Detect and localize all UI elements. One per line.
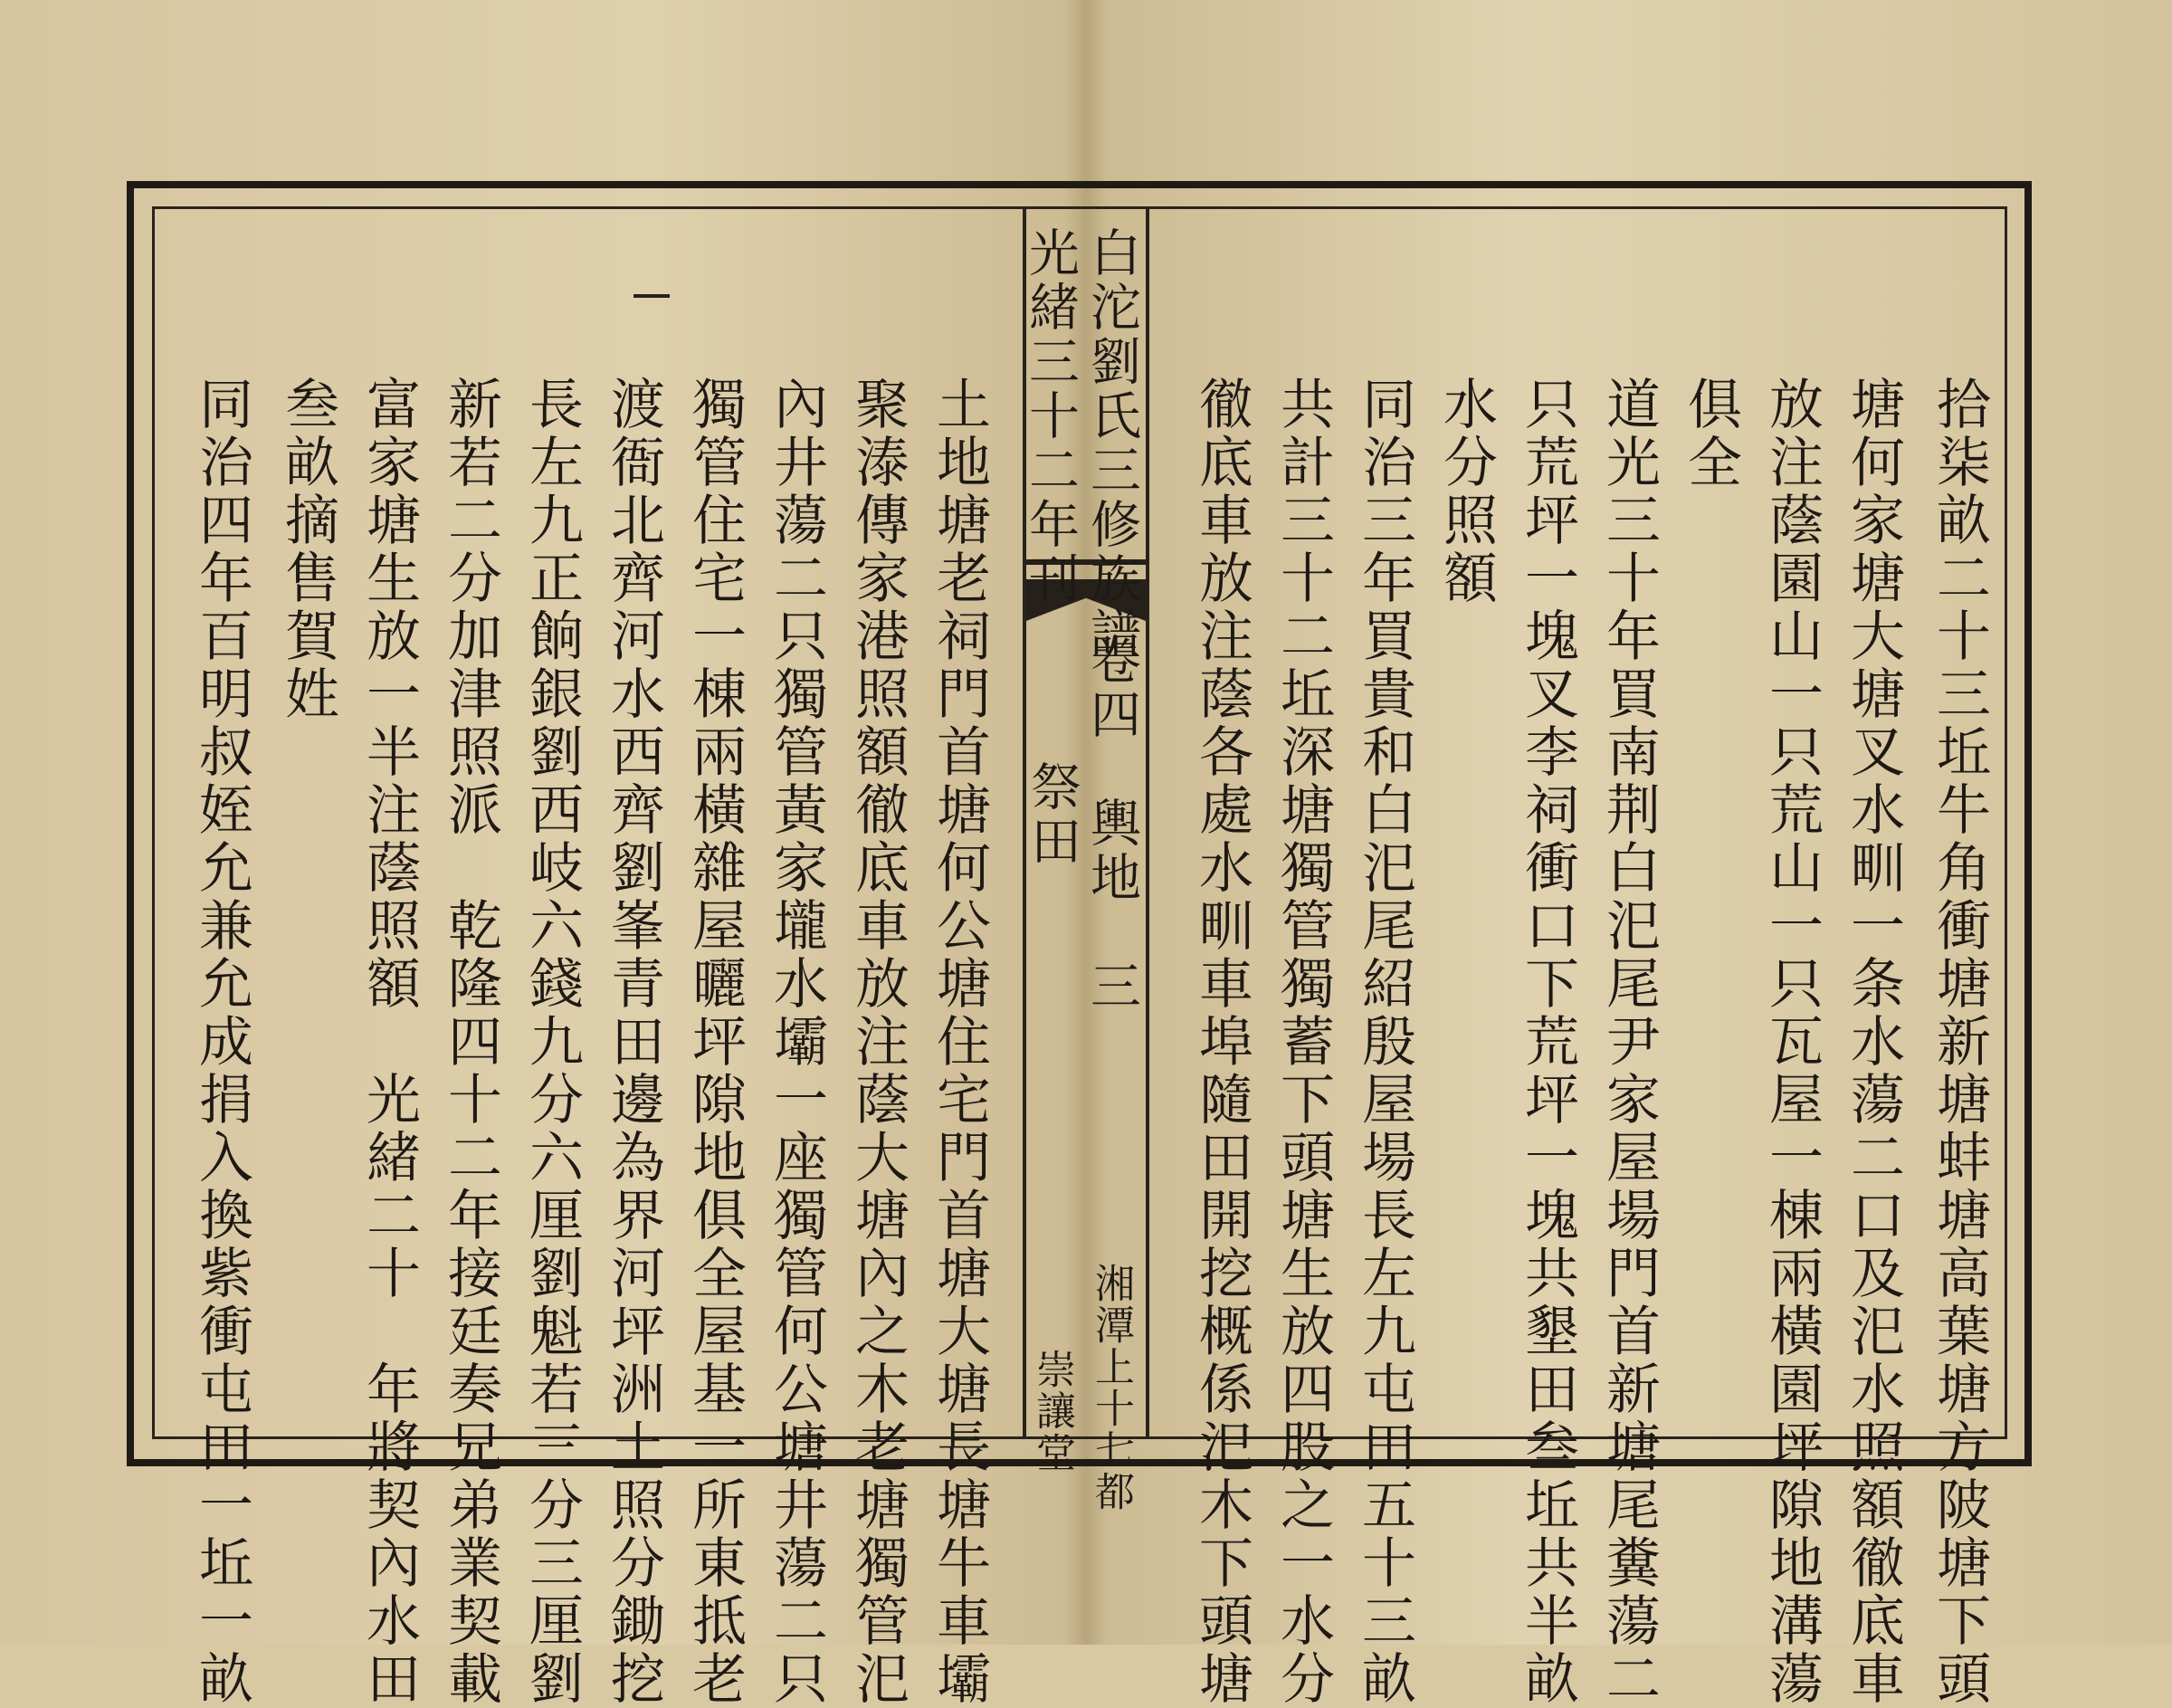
book-edition: 光緒三十二年刊 [1021,226,1080,606]
right-column-5: 道光三十年買南荆白汜尾尹家屋場門首新塘尾糞蕩二 [1597,376,1661,1708]
left-column-8: 富家塘生放一半注蔭照額 光緒二十 年將契內水田 [357,376,421,1708]
right-column-8: 同治三年買貴和白汜尾紹殷屋場長左九屯田五十三畝 [1353,376,1416,1708]
left-column-3: 內井蕩二只獨管黃家壠水壩一座獨管何公塘井蕩二只 [765,376,828,1708]
hall-label: 崇讓堂 [1029,1349,1075,1474]
margin-dash [634,294,670,298]
section-label: 祭田 [1023,760,1081,869]
left-column-4: 獨管住宅一棟兩橫雜屋曬坪隙地俱全屋基一所東抵老 [683,376,747,1708]
left-column-1: 土地塘老祠門首塘何公塘住宅門首塘大塘長塘牛車壩 [928,376,991,1708]
left-column-10: 同治四年百明叔姪允兼允成捐入換紫衝屯田一坵一畝 [190,376,253,1708]
volume-label: 卷四 輿地 三 [1082,634,1141,1014]
right-column-2: 塘何家塘大塘叉水甽一条水蕩二口及汜水照額徹底車 [1842,376,1905,1708]
right-column-9: 共計三十二坵深塘獨管獨蓄下頭塘生放四股之一水分 [1272,376,1335,1708]
left-column-6: 長左九正餉銀劉西岐六錢九分六厘劉魁若三分三厘劉 [520,376,584,1708]
right-column-7: 水分照額 [1434,376,1498,607]
right-column-6: 只荒坪一塊叉李祠衝口下荒坪一塊共墾田叁坵共半畝 [1516,376,1579,1708]
book-title: 白沱劉氏三修族譜 [1082,226,1141,661]
left-column-2: 聚溙傳家港照額徹底車放注蔭大塘內之木老塘獨管汜 [846,376,910,1708]
right-column-3: 放注蔭園山一只荒山一只瓦屋一棟兩橫園坪隙地溝蕩 [1760,376,1824,1708]
right-column-1: 拾柒畝二十三坵牛角衝塘新塘蚌塘高葉塘方陂塘下頭 [1928,376,1991,1708]
left-column-5: 渡衙北齊河水西齊劉峯青田邊為界河坪洲土照分鋤挖 [602,376,665,1708]
left-column-9: 叁畝摘售賀姓 [276,376,339,723]
right-column-10: 徹底車放注蔭各處水甽車埠隨田開挖概係汜木下頭塘 [1190,376,1253,1708]
left-column-7: 新若二分加津照派 乾隆四十二年接廷奏兄弟業契載 [439,376,502,1708]
right-column-4: 俱全 [1679,376,1742,491]
place-label: 湘潭上十七都 [1088,1263,1134,1512]
